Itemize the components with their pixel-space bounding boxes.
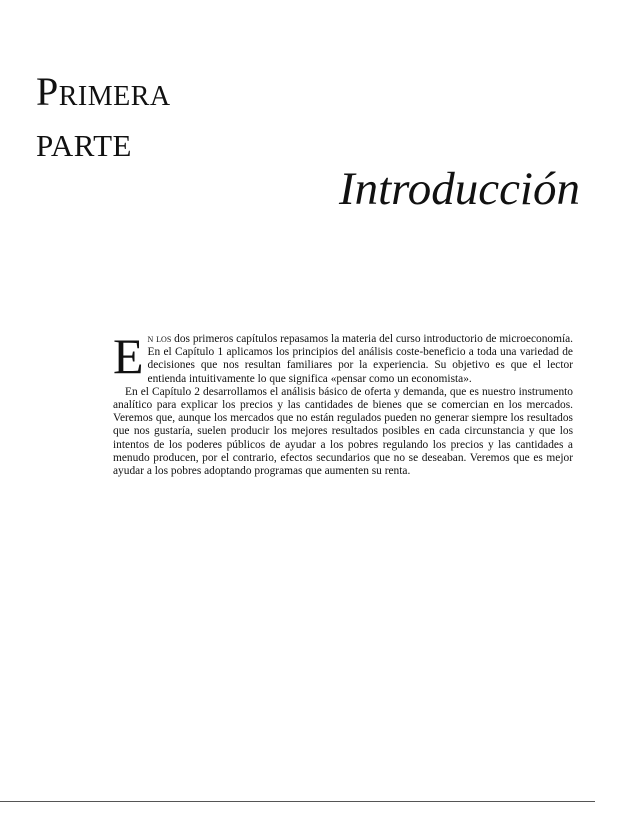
part-heading-line2: PARTE xyxy=(36,128,132,163)
section-title: Introducción xyxy=(338,163,580,215)
intro-body xyxy=(113,328,574,478)
footer-rule xyxy=(0,801,595,802)
intro-paragraph-1-text: dos primeros capítulos repasamos la materia del curso introductorio de microeconomía. En el Capítulo 1 aplicamos los principios del análisis coste-beneficio a toda una variedad de decisiones que nos resultan familiares por la experiencia. Su objetivo es que el lector entienda intuitivamente lo que significa «pensar como un economista». xyxy=(147,333,574,385)
part-heading-line1: Primera xyxy=(36,69,171,114)
lead-in-small-caps: n los xyxy=(147,333,172,345)
drop-cap: E xyxy=(113,328,144,384)
part-heading xyxy=(36,69,171,163)
intro-paragraph-2: En el Capítulo 2 desarrollamos el análisis básico de oferta y demanda, que es nuestro instrumento analítico para explicar los precios y las cantidades de bienes que se comercian en los mercados. Veremos que, aunque los mercados que no están regulados pueden no generar siempre los resultados que nos gustaría, suelen producir los mejores resultados posibles en cada circunstancia y que los intentos de los poderes públicos de ayudar a los pobres regulando los precios y las cantidades a menudo producen, por el contrario, efectos secundarios que no se deseaban. Veremos que es mejor ayudar a los pobres adoptando programas que aumenten su renta. xyxy=(113,385,573,478)
intro-paragraph-1 xyxy=(113,328,574,386)
